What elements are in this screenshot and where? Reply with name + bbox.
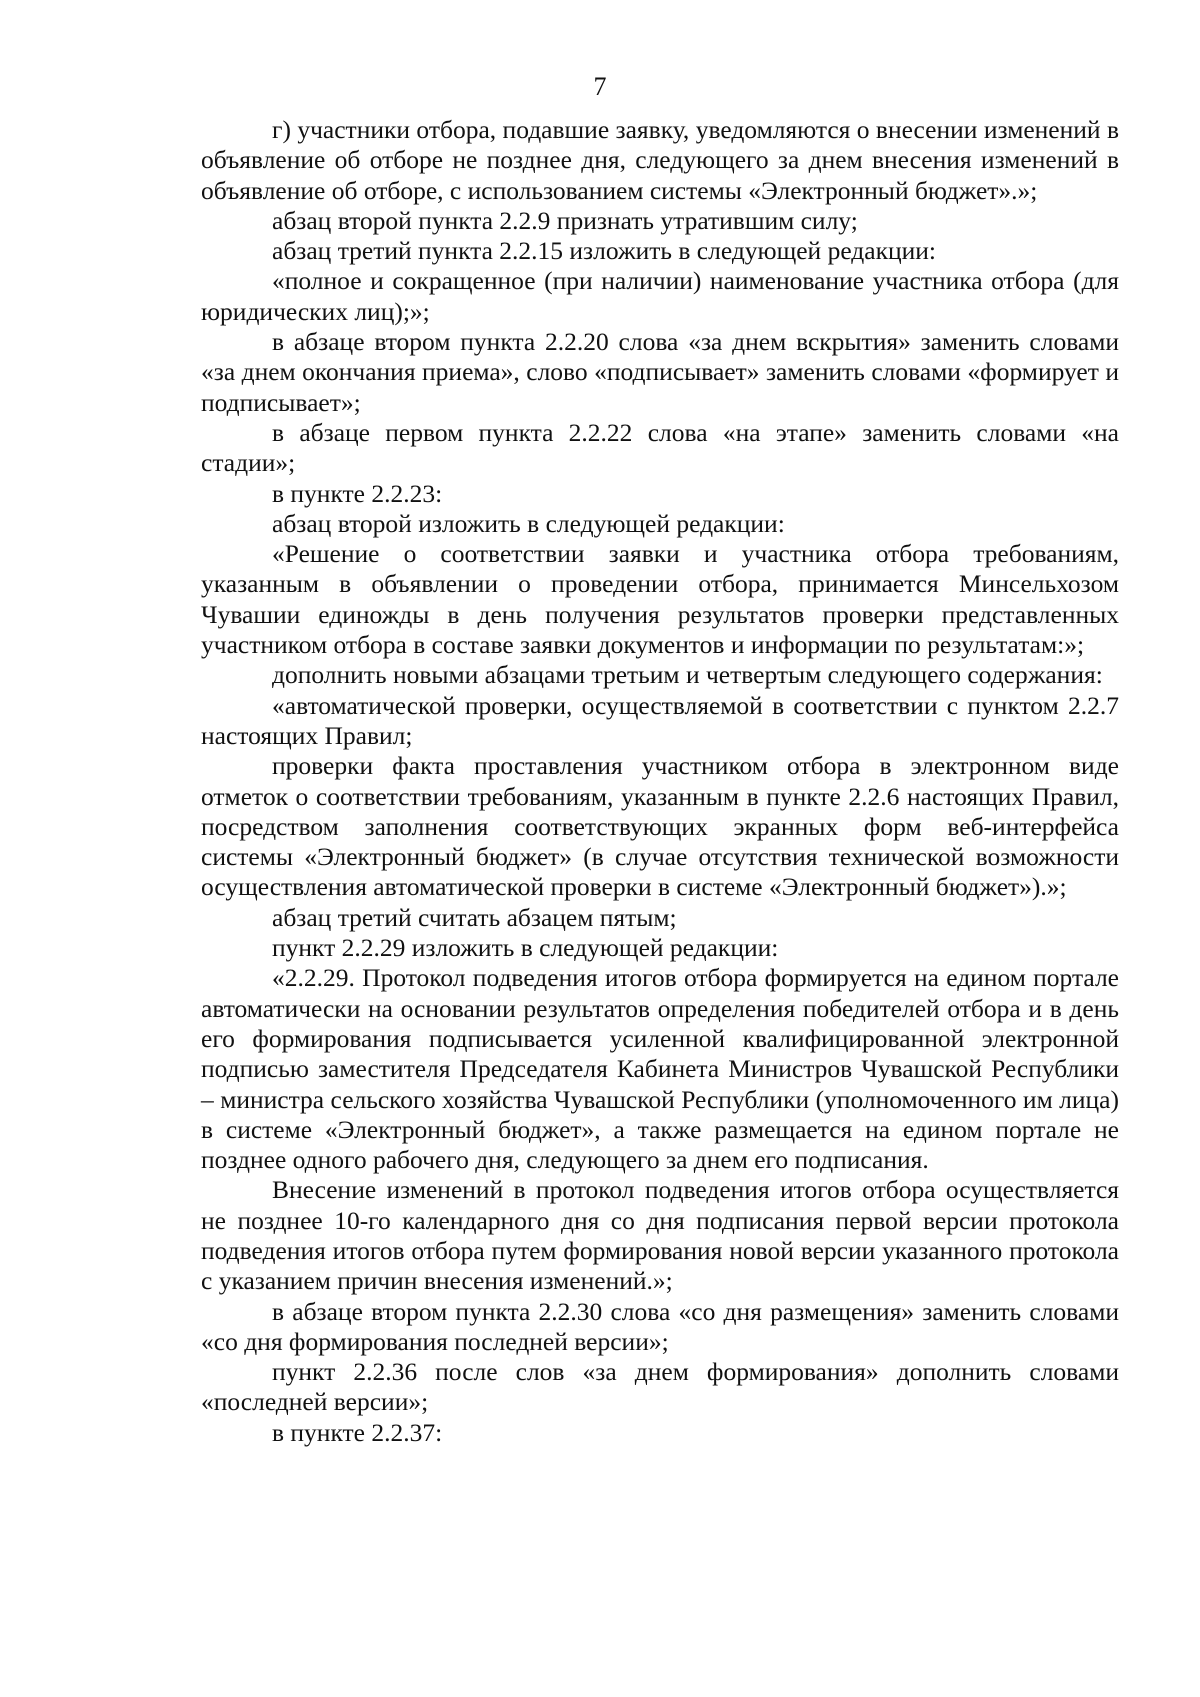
paragraph-11: «автоматической проверки, осуществляемой в соответствии с пунктом 2.2.7 настоящих Правил; xyxy=(201,690,1119,750)
paragraph-8: абзац второй изложить в следующей редакции: xyxy=(272,508,785,538)
paragraph-18: пункт 2.2.36 после слов «за днем формирования» дополнить словами «последней версии»; xyxy=(201,1357,1119,1417)
paragraph-4: «полное и сокращенное (при наличии) наименование участника отбора (для юридических лиц);»; xyxy=(201,266,1119,326)
document-body xyxy=(201,115,1119,1448)
paragraph-9: «Решение о соответствии заявки и участника отбора требованиям, указанным в объявлении о проведении отбора, принимается Минсельхозом Чувашии единожды в день получения результатов проверки представленных участником отбора в составе заявки документов и информации по результатам:»; xyxy=(201,539,1119,660)
paragraph-13: абзац третий считать абзацем пятым; xyxy=(272,902,677,932)
paragraph-10: дополнить новыми абзацами третьим и четвертым следующего содержания: xyxy=(272,660,1103,690)
paragraph-17: в абзаце втором пункта 2.2.30 слова «со дня размещения» заменить словами «со дня формирования последней версии»; xyxy=(201,1296,1119,1356)
paragraph-16: Внесение изменений в протокол подведения итогов отбора осуществляется не позднее 10-го календарного дня со дня подписания первой версии протокола подведения итогов отбора путем формирования новой версии указанного протокола с указанием причин внесения изменений.»; xyxy=(201,1175,1119,1296)
paragraph-6: в абзаце первом пункта 2.2.22 слова «на этапе» заменить словами «на стадии»; xyxy=(201,417,1119,478)
paragraph-5: в абзаце втором пункта 2.2.20 слова «за днем вскрытия» заменить словами «за днем окончания приема», слово «подписывает» заменить словами «формирует и подписывает»; xyxy=(201,327,1119,417)
paragraph-19: в пункте 2.2.37: xyxy=(272,1417,443,1447)
paragraph-14: пункт 2.2.29 изложить в следующей редакции: xyxy=(272,933,779,963)
page-number: 7 xyxy=(593,72,607,101)
paragraph-12: проверки факта проставления участником отбора в электронном виде отметок о соответствии требованиям, указанным в пункте 2.2.6 настоящих Правил, посредством заполнения соответствующих экранных форм веб-интерфейса системы «Электронный бюджет» (в случае отсутствия технической возможности осуществления автоматической проверки в системе «Электронный бюджет»).»; xyxy=(201,751,1119,902)
paragraph-1: г) участники отбора, подавшие заявку, уведомляются о внесении изменений в объявление об отборе не позднее дня, следующего за днем внесения изменений в объявление об отборе, с использованием системы «Электронный бюджет».»; xyxy=(201,115,1119,205)
paragraph-7: в пункте 2.2.23: xyxy=(272,478,443,508)
paragraph-2: абзац второй пункта 2.2.9 признать утратившим силу; xyxy=(272,205,858,235)
paragraph-3: абзац третий пункта 2.2.15 изложить в следующей редакции: xyxy=(272,236,937,266)
paragraph-15: «2.2.29. Протокол подведения итогов отбора формируется на едином портале автоматически на основании результатов определения победителей отбора и в день его формирования подписывается усиленной квалифицированной электронной подписью заместителя Председателя Кабинета Министров Чувашской Республики – министра сельского хозяйства Чувашской Республики (уполномоченного им лица) в системе «Электронный бюджет», а также размещается на едином портале не позднее одного рабочего дня, следующего за днем его подписания. xyxy=(201,963,1119,1175)
